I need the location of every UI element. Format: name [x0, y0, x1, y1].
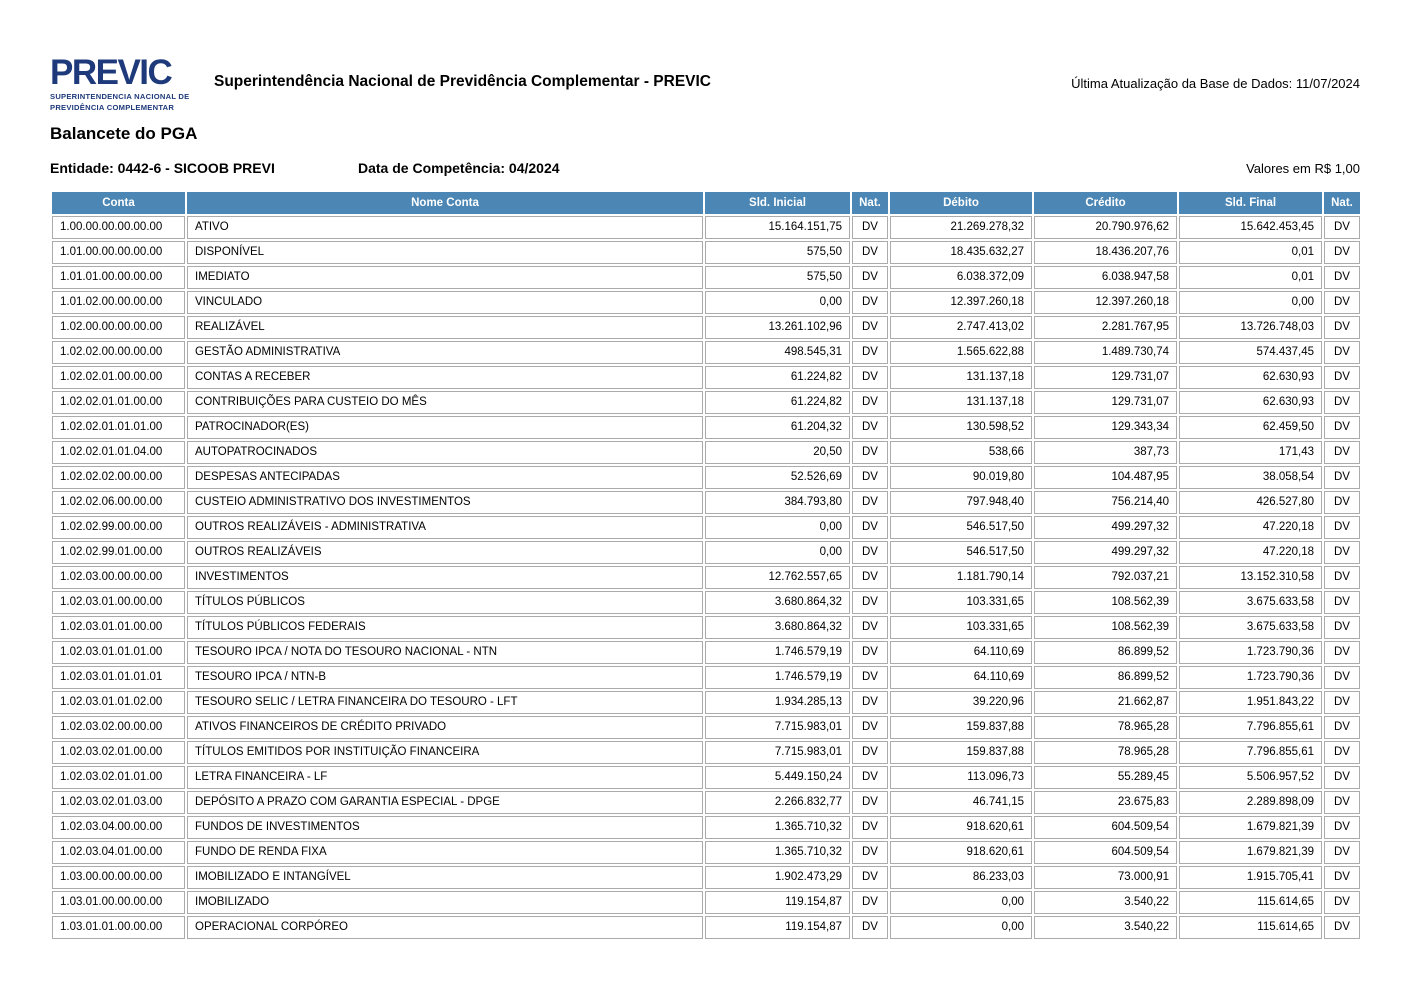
initial-balance-cell: 7.715.983,01: [705, 716, 850, 739]
table-row: [52, 266, 1360, 289]
initial-balance-cell: 1.746.579,19: [705, 666, 850, 689]
account-name-cell: FUNDO DE RENDA FIXA: [187, 841, 703, 864]
credit-cell: 6.038.947,58: [1034, 266, 1177, 289]
account-name-cell: DISPONÍVEL: [187, 241, 703, 264]
table-row: [52, 391, 1360, 414]
account-code-cell: 1.02.03.02.01.00.00: [52, 741, 185, 764]
account-code-cell: 1.01.01.00.00.00.00: [52, 266, 185, 289]
account-name-cell: LETRA FINANCEIRA - LF: [187, 766, 703, 789]
table-header: [52, 192, 1360, 214]
nature-initial-cell: DV: [852, 891, 888, 914]
final-balance-cell: 1.723.790,36: [1179, 641, 1322, 664]
initial-balance-cell: 0,00: [705, 541, 850, 564]
account-code-cell: 1.02.02.01.01.01.00: [52, 416, 185, 439]
credit-cell: 73.000,91: [1034, 866, 1177, 889]
credit-cell: 604.509,54: [1034, 841, 1177, 864]
table-row: [52, 766, 1360, 789]
credit-cell: 3.540,22: [1034, 891, 1177, 914]
table-row: [52, 416, 1360, 439]
nature-initial-cell: DV: [852, 616, 888, 639]
debit-cell: 103.331,65: [890, 616, 1032, 639]
account-code-cell: 1.01.00.00.00.00.00: [52, 241, 185, 264]
final-balance-cell: 1.723.790,36: [1179, 666, 1322, 689]
credit-cell: 3.540,22: [1034, 916, 1177, 939]
table-row: [52, 516, 1360, 539]
currency-note: Valores em R$ 1,00: [1246, 161, 1360, 177]
account-name-cell: TÍTULOS PÚBLICOS: [187, 591, 703, 614]
account-name-cell: INVESTIMENTOS: [187, 566, 703, 589]
credit-cell: 23.675,83: [1034, 791, 1177, 814]
table-row: [52, 691, 1360, 714]
nature-final-cell: DV: [1324, 441, 1360, 464]
initial-balance-cell: 575,50: [705, 266, 850, 289]
nature-initial-cell: DV: [852, 841, 888, 864]
initial-balance-cell: 1.365.710,32: [705, 841, 850, 864]
nature-initial-cell: DV: [852, 466, 888, 489]
debit-cell: 113.096,73: [890, 766, 1032, 789]
nature-initial-cell: DV: [852, 291, 888, 314]
column-header-sld-final: Sld. Final: [1179, 192, 1322, 214]
initial-balance-cell: 5.449.150,24: [705, 766, 850, 789]
table-row: [52, 616, 1360, 639]
nature-final-cell: DV: [1324, 891, 1360, 914]
credit-cell: 78.965,28: [1034, 741, 1177, 764]
nature-final-cell: DV: [1324, 491, 1360, 514]
nature-final-cell: DV: [1324, 741, 1360, 764]
last-update-note: Última Atualização da Base de Dados: 11/07/2024: [1071, 76, 1360, 91]
debit-cell: 2.747.413,02: [890, 316, 1032, 339]
initial-balance-cell: 15.164.151,75: [705, 216, 850, 239]
table-row: [52, 741, 1360, 764]
debit-cell: 538,66: [890, 441, 1032, 464]
debit-cell: 130.598,52: [890, 416, 1032, 439]
debit-cell: 159.837,88: [890, 741, 1032, 764]
column-header-credito: Crédito: [1034, 192, 1177, 214]
debit-cell: 1.181.790,14: [890, 566, 1032, 589]
account-code-cell: 1.02.02.01.01.04.00: [52, 441, 185, 464]
credit-cell: 129.343,34: [1034, 416, 1177, 439]
initial-balance-cell: 1.934.285,13: [705, 691, 850, 714]
final-balance-cell: 1.915.705,41: [1179, 866, 1322, 889]
column-header-nat-inicial: Nat.: [852, 192, 888, 214]
table-row: [52, 216, 1360, 239]
account-name-cell: DEPÓSITO A PRAZO COM GARANTIA ESPECIAL - DPGE: [187, 791, 703, 814]
account-name-cell: REALIZÁVEL: [187, 316, 703, 339]
account-code-cell: 1.02.03.02.01.01.00: [52, 766, 185, 789]
account-code-cell: 1.02.03.02.01.03.00: [52, 791, 185, 814]
account-name-cell: PATROCINADOR(ES): [187, 416, 703, 439]
account-name-cell: DESPESAS ANTECIPADAS: [187, 466, 703, 489]
table-row: [52, 341, 1360, 364]
credit-cell: 129.731,07: [1034, 366, 1177, 389]
initial-balance-cell: 0,00: [705, 291, 850, 314]
final-balance-cell: 7.796.855,61: [1179, 716, 1322, 739]
debit-cell: 159.837,88: [890, 716, 1032, 739]
table-header-row: [52, 192, 1360, 214]
credit-cell: 12.397.260,18: [1034, 291, 1177, 314]
account-code-cell: 1.02.02.00.00.00.00: [52, 341, 185, 364]
table-row: [52, 641, 1360, 664]
account-name-cell: ATIVOS FINANCEIROS DE CRÉDITO PRIVADO: [187, 716, 703, 739]
nature-initial-cell: DV: [852, 691, 888, 714]
entity-label: Entidade: 0442-6 - SICOOB PREVI: [50, 160, 275, 177]
nature-final-cell: DV: [1324, 816, 1360, 839]
table-row: [52, 891, 1360, 914]
account-code-cell: 1.02.02.06.00.00.00: [52, 491, 185, 514]
account-code-cell: 1.02.02.01.00.00.00: [52, 366, 185, 389]
nature-initial-cell: DV: [852, 491, 888, 514]
nature-initial-cell: DV: [852, 441, 888, 464]
credit-cell: 792.037,21: [1034, 566, 1177, 589]
nature-final-cell: DV: [1324, 366, 1360, 389]
table-row: [52, 366, 1360, 389]
final-balance-cell: 47.220,18: [1179, 516, 1322, 539]
account-name-cell: AUTOPATROCINADOS: [187, 441, 703, 464]
account-code-cell: 1.02.03.01.01.01.01: [52, 666, 185, 689]
account-name-cell: OUTROS REALIZÁVEIS: [187, 541, 703, 564]
nature-initial-cell: DV: [852, 341, 888, 364]
account-name-cell: FUNDOS DE INVESTIMENTOS: [187, 816, 703, 839]
account-name-cell: OUTROS REALIZÁVEIS - ADMINISTRATIVA: [187, 516, 703, 539]
final-balance-cell: 15.642.453,45: [1179, 216, 1322, 239]
credit-cell: 108.562,39: [1034, 616, 1177, 639]
final-balance-cell: 1.951.843,22: [1179, 691, 1322, 714]
table-row: [52, 666, 1360, 689]
column-header-debito: Débito: [890, 192, 1032, 214]
initial-balance-cell: 7.715.983,01: [705, 741, 850, 764]
account-name-cell: CONTRIBUIÇÕES PARA CUSTEIO DO MÊS: [187, 391, 703, 414]
credit-cell: 499.297,32: [1034, 541, 1177, 564]
credit-cell: 756.214,40: [1034, 491, 1177, 514]
debit-cell: 6.038.372,09: [890, 266, 1032, 289]
debit-cell: 0,00: [890, 916, 1032, 939]
debit-cell: 21.269.278,32: [890, 216, 1032, 239]
table-row: [52, 816, 1360, 839]
nature-final-cell: DV: [1324, 291, 1360, 314]
final-balance-cell: 62.459,50: [1179, 416, 1322, 439]
debit-cell: 918.620,61: [890, 816, 1032, 839]
nature-final-cell: DV: [1324, 791, 1360, 814]
account-code-cell: 1.03.01.01.00.00.00: [52, 916, 185, 939]
credit-cell: 78.965,28: [1034, 716, 1177, 739]
nature-final-cell: DV: [1324, 766, 1360, 789]
credit-cell: 1.489.730,74: [1034, 341, 1177, 364]
previc-logo-wordmark: PREVIC: [50, 53, 172, 92]
nature-final-cell: DV: [1324, 591, 1360, 614]
page-header: [50, 55, 1360, 112]
nature-initial-cell: DV: [852, 541, 888, 564]
account-code-cell: 1.02.03.02.00.00.00: [52, 716, 185, 739]
balancete-table: [50, 190, 1362, 941]
debit-cell: 18.435.632,27: [890, 241, 1032, 264]
table-row: [52, 841, 1360, 864]
nature-final-cell: DV: [1324, 866, 1360, 889]
table-row: [52, 791, 1360, 814]
final-balance-cell: 115.614,65: [1179, 916, 1322, 939]
final-balance-cell: 0,01: [1179, 266, 1322, 289]
nature-initial-cell: DV: [852, 391, 888, 414]
final-balance-cell: 3.675.633,58: [1179, 591, 1322, 614]
account-code-cell: 1.02.02.02.00.00.00: [52, 466, 185, 489]
account-name-cell: TÍTULOS EMITIDOS POR INSTITUIÇÃO FINANCEIRA: [187, 741, 703, 764]
nature-final-cell: DV: [1324, 916, 1360, 939]
account-code-cell: 1.02.03.04.00.00.00: [52, 816, 185, 839]
credit-cell: 55.289,45: [1034, 766, 1177, 789]
final-balance-cell: 3.675.633,58: [1179, 616, 1322, 639]
final-balance-cell: 426.527,80: [1179, 491, 1322, 514]
debit-cell: 64.110,69: [890, 666, 1032, 689]
nature-initial-cell: DV: [852, 566, 888, 589]
final-balance-cell: 574.437,45: [1179, 341, 1322, 364]
account-code-cell: 1.02.02.99.00.00.00: [52, 516, 185, 539]
initial-balance-cell: 1.902.473,29: [705, 866, 850, 889]
table-row: [52, 466, 1360, 489]
credit-cell: 2.281.767,95: [1034, 316, 1177, 339]
account-code-cell: 1.02.00.00.00.00.00: [52, 316, 185, 339]
debit-cell: 797.948,40: [890, 491, 1032, 514]
credit-cell: 86.899,52: [1034, 666, 1177, 689]
page-title: Superintendência Nacional de Previdência Complementar - PREVIC: [214, 73, 711, 90]
debit-cell: 12.397.260,18: [890, 291, 1032, 314]
table-row: [52, 541, 1360, 564]
debit-cell: 131.137,18: [890, 391, 1032, 414]
nature-initial-cell: DV: [852, 666, 888, 689]
final-balance-cell: 62.630,93: [1179, 391, 1322, 414]
initial-balance-cell: 119.154,87: [705, 916, 850, 939]
account-name-cell: TESOURO IPCA / NOTA DO TESOURO NACIONAL - NTN: [187, 641, 703, 664]
initial-balance-cell: 0,00: [705, 516, 850, 539]
nature-final-cell: DV: [1324, 516, 1360, 539]
nature-final-cell: DV: [1324, 316, 1360, 339]
account-code-cell: 1.02.02.01.01.00.00: [52, 391, 185, 414]
nature-final-cell: DV: [1324, 466, 1360, 489]
previc-logo-subtitle-line1: SUPERINTENDENCIA NACIONAL DE: [50, 92, 190, 101]
nature-final-cell: DV: [1324, 841, 1360, 864]
nature-initial-cell: DV: [852, 516, 888, 539]
debit-cell: 546.517,50: [890, 516, 1032, 539]
nature-final-cell: DV: [1324, 616, 1360, 639]
debit-cell: 103.331,65: [890, 591, 1032, 614]
table-row: [52, 566, 1360, 589]
initial-balance-cell: 61.224,82: [705, 366, 850, 389]
nature-final-cell: DV: [1324, 666, 1360, 689]
initial-balance-cell: 1.365.710,32: [705, 816, 850, 839]
final-balance-cell: 1.679.821,39: [1179, 841, 1322, 864]
final-balance-cell: 7.796.855,61: [1179, 741, 1322, 764]
credit-cell: 129.731,07: [1034, 391, 1177, 414]
nature-final-cell: DV: [1324, 266, 1360, 289]
account-code-cell: 1.02.03.01.01.02.00: [52, 691, 185, 714]
nature-initial-cell: DV: [852, 766, 888, 789]
account-name-cell: CONTAS A RECEBER: [187, 366, 703, 389]
initial-balance-cell: 61.204,32: [705, 416, 850, 439]
nature-initial-cell: DV: [852, 741, 888, 764]
nature-initial-cell: DV: [852, 241, 888, 264]
debit-cell: 39.220,96: [890, 691, 1032, 714]
final-balance-cell: 0,01: [1179, 241, 1322, 264]
final-balance-cell: 38.058,54: [1179, 466, 1322, 489]
nature-initial-cell: DV: [852, 216, 888, 239]
account-name-cell: VINCULADO: [187, 291, 703, 314]
initial-balance-cell: 52.526,69: [705, 466, 850, 489]
table-row: [52, 491, 1360, 514]
credit-cell: 499.297,32: [1034, 516, 1177, 539]
table-row: [52, 591, 1360, 614]
nature-final-cell: DV: [1324, 416, 1360, 439]
credit-cell: 108.562,39: [1034, 591, 1177, 614]
debit-cell: 46.741,15: [890, 791, 1032, 814]
table-body: [52, 216, 1360, 939]
initial-balance-cell: 3.680.864,32: [705, 616, 850, 639]
column-header-conta: Conta: [52, 192, 185, 214]
account-code-cell: 1.02.03.00.00.00.00: [52, 566, 185, 589]
initial-balance-cell: 12.762.557,65: [705, 566, 850, 589]
account-name-cell: IMOBILIZADO: [187, 891, 703, 914]
initial-balance-cell: 575,50: [705, 241, 850, 264]
account-code-cell: 1.00.00.00.00.00.00: [52, 216, 185, 239]
nature-initial-cell: DV: [852, 641, 888, 664]
initial-balance-cell: 3.680.864,32: [705, 591, 850, 614]
column-header-nome-conta: Nome Conta: [187, 192, 703, 214]
nature-final-cell: DV: [1324, 341, 1360, 364]
debit-cell: 546.517,50: [890, 541, 1032, 564]
account-code-cell: 1.03.00.00.00.00.00: [52, 866, 185, 889]
final-balance-cell: 13.152.310,58: [1179, 566, 1322, 589]
initial-balance-cell: 2.266.832,77: [705, 791, 850, 814]
account-code-cell: 1.02.02.99.01.00.00: [52, 541, 185, 564]
table-row: [52, 866, 1360, 889]
final-balance-cell: 115.614,65: [1179, 891, 1322, 914]
final-balance-cell: 2.289.898,09: [1179, 791, 1322, 814]
previc-logo-subtitle-line2: PREVIDÊNCIA COMPLEMENTAR: [50, 103, 175, 113]
competence-label: Data de Competência: 04/2024: [358, 160, 560, 177]
nature-initial-cell: DV: [852, 816, 888, 839]
nature-initial-cell: DV: [852, 716, 888, 739]
nature-final-cell: DV: [1324, 641, 1360, 664]
initial-balance-cell: 384.793,80: [705, 491, 850, 514]
table-row: [52, 916, 1360, 939]
account-name-cell: OPERACIONAL CORPÓREO: [187, 916, 703, 939]
table-row: [52, 291, 1360, 314]
credit-cell: 86.899,52: [1034, 641, 1177, 664]
nature-initial-cell: DV: [852, 591, 888, 614]
table-row: [52, 441, 1360, 464]
credit-cell: 21.662,87: [1034, 691, 1177, 714]
nature-initial-cell: DV: [852, 916, 888, 939]
account-name-cell: IMOBILIZADO E INTANGÍVEL: [187, 866, 703, 889]
account-code-cell: 1.03.01.00.00.00.00: [52, 891, 185, 914]
account-name-cell: GESTÃO ADMINISTRATIVA: [187, 341, 703, 364]
account-name-cell: CUSTEIO ADMINISTRATIVO DOS INVESTIMENTOS: [187, 491, 703, 514]
table-row: [52, 316, 1360, 339]
final-balance-cell: 47.220,18: [1179, 541, 1322, 564]
initial-balance-cell: 20,50: [705, 441, 850, 464]
account-code-cell: 1.02.03.01.01.00.00: [52, 616, 185, 639]
final-balance-cell: 5.506.957,52: [1179, 766, 1322, 789]
credit-cell: 387,73: [1034, 441, 1177, 464]
nature-initial-cell: DV: [852, 866, 888, 889]
nature-final-cell: DV: [1324, 216, 1360, 239]
final-balance-cell: 0,00: [1179, 291, 1322, 314]
initial-balance-cell: 1.746.579,19: [705, 641, 850, 664]
nature-initial-cell: DV: [852, 416, 888, 439]
final-balance-cell: 1.679.821,39: [1179, 816, 1322, 839]
account-name-cell: TESOURO SELIC / LETRA FINANCEIRA DO TESOURO - LFT: [187, 691, 703, 714]
initial-balance-cell: 498.545,31: [705, 341, 850, 364]
report-title: Balancete do PGA: [50, 124, 198, 144]
final-balance-cell: 62.630,93: [1179, 366, 1322, 389]
previc-logo: [50, 55, 200, 112]
debit-cell: 918.620,61: [890, 841, 1032, 864]
debit-cell: 1.565.622,88: [890, 341, 1032, 364]
nature-final-cell: DV: [1324, 391, 1360, 414]
account-code-cell: 1.01.02.00.00.00.00: [52, 291, 185, 314]
nature-final-cell: DV: [1324, 541, 1360, 564]
column-header-sld-inicial: Sld. Inicial: [705, 192, 850, 214]
nature-initial-cell: DV: [852, 316, 888, 339]
debit-cell: 0,00: [890, 891, 1032, 914]
debit-cell: 131.137,18: [890, 366, 1032, 389]
column-header-nat-final: Nat.: [1324, 192, 1360, 214]
account-code-cell: 1.02.03.04.01.00.00: [52, 841, 185, 864]
debit-cell: 64.110,69: [890, 641, 1032, 664]
initial-balance-cell: 13.261.102,96: [705, 316, 850, 339]
debit-cell: 86.233,03: [890, 866, 1032, 889]
nature-final-cell: DV: [1324, 691, 1360, 714]
account-name-cell: TESOURO IPCA / NTN-B: [187, 666, 703, 689]
nature-initial-cell: DV: [852, 366, 888, 389]
credit-cell: 604.509,54: [1034, 816, 1177, 839]
account-name-cell: ATIVO: [187, 216, 703, 239]
debit-cell: 90.019,80: [890, 466, 1032, 489]
nature-final-cell: DV: [1324, 716, 1360, 739]
nature-initial-cell: DV: [852, 791, 888, 814]
initial-balance-cell: 61.224,82: [705, 391, 850, 414]
account-name-cell: IMEDIATO: [187, 266, 703, 289]
credit-cell: 18.436.207,76: [1034, 241, 1177, 264]
account-code-cell: 1.02.03.01.01.01.00: [52, 641, 185, 664]
table-row: [52, 716, 1360, 739]
account-code-cell: 1.02.03.01.00.00.00: [52, 591, 185, 614]
final-balance-cell: 171,43: [1179, 441, 1322, 464]
nature-final-cell: DV: [1324, 566, 1360, 589]
nature-initial-cell: DV: [852, 266, 888, 289]
table-row: [52, 241, 1360, 264]
initial-balance-cell: 119.154,87: [705, 891, 850, 914]
report-meta-row: [50, 160, 1360, 176]
account-name-cell: TÍTULOS PÚBLICOS FEDERAIS: [187, 616, 703, 639]
credit-cell: 104.487,95: [1034, 466, 1177, 489]
credit-cell: 20.790.976,62: [1034, 216, 1177, 239]
final-balance-cell: 13.726.748,03: [1179, 316, 1322, 339]
nature-final-cell: DV: [1324, 241, 1360, 264]
